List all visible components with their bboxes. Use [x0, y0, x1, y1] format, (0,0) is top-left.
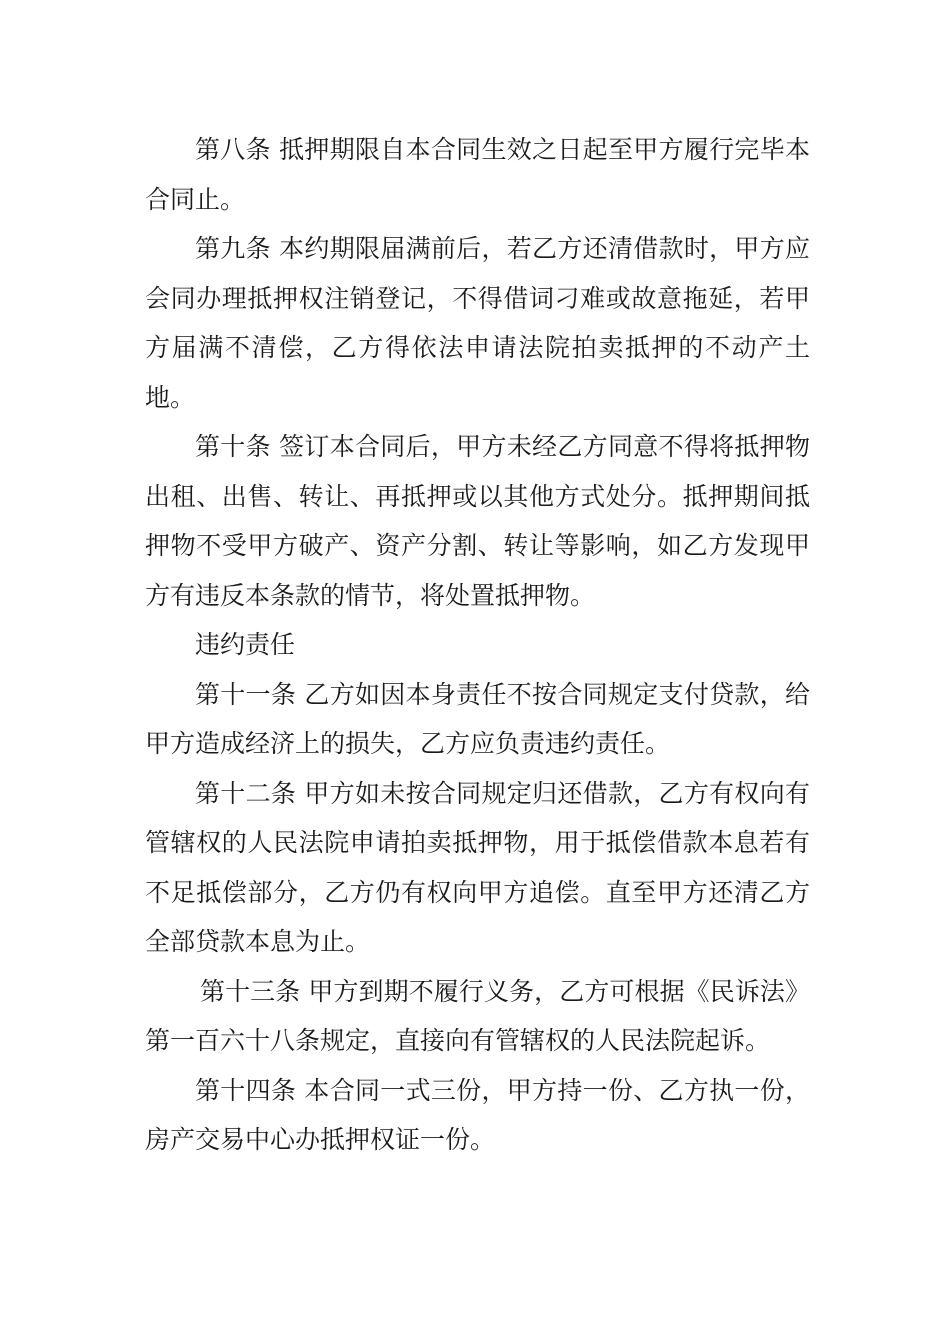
article-9-paragraph: 第九条 本约期限届满前后，若乙方还清借款时，甲方应会同办理抵押权注销登记，不得借词刁难或故意拖延，若甲方届满不清偿，乙方得依法申请法院拍卖抵押的不动产土地。: [145, 234, 810, 412]
article-12-paragraph: 第十二条 甲方如未按合同规定归还借款，乙方有权向有管辖权的人民法院申请拍卖抵押物，用于抵偿借款本息若有不足抵偿部分，乙方仍有权向甲方追偿。直至甲方还清乙方全部贷款本息为止。: [145, 778, 810, 956]
document-body: [145, 125, 810, 1165]
article-14-paragraph: 第十四条 本合同一式三份，甲方持一份、乙方执一份，房产交易中心办抵押权证一份。: [145, 1075, 810, 1154]
breach-liability-heading: 违约责任: [195, 630, 296, 659]
article-8-paragraph: 第八条 抵押期限自本合同生效之日起至甲方履行完毕本合同止。: [145, 135, 810, 214]
article-10-paragraph: 第十条 签订本合同后，甲方未经乙方同意不得将抵押物出租、出售、转让、再抵押或以其他方式处分。抵押期间抵押物不受甲方破产、资产分割、转让等影响，如乙方发现甲方有违反本条款的情节，将处置抵押物。: [145, 432, 810, 610]
article-13-paragraph: 第十三条 甲方到期不履行义务，乙方可根据《民诉法》第一百六十八条规定，直接向有管辖权的人民法院起诉。: [145, 976, 810, 1055]
article-11-paragraph: 第十一条 乙方如因本身责任不按合同规定支付贷款，给甲方造成经济上的损失，乙方应负责违约责任。: [145, 679, 810, 758]
